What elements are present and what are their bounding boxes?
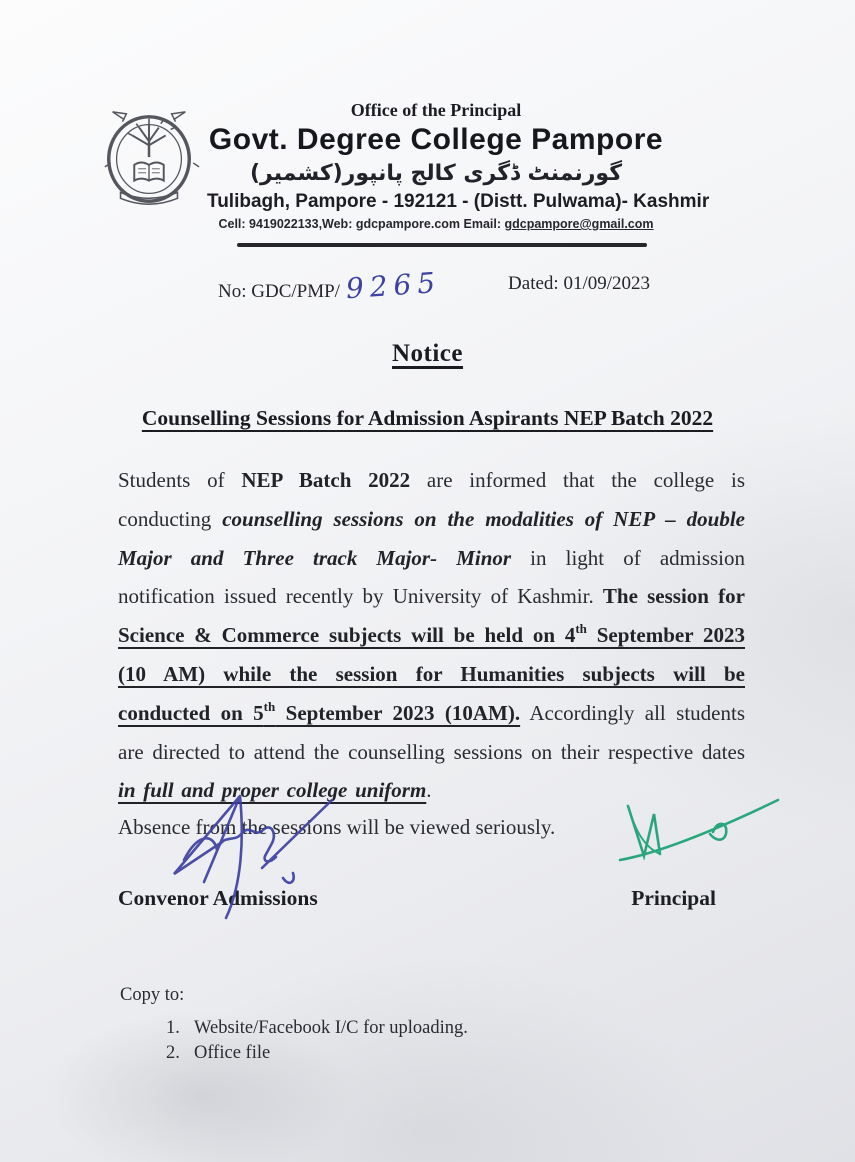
- copy-to-item: [166, 1018, 855, 1039]
- notice-title: Notice: [391, 340, 464, 367]
- body-text: Students of: [118, 468, 242, 492]
- convenor-admissions-title: Convenor Admissions: [118, 886, 318, 911]
- copy-to-item-number: 1.: [166, 1018, 180, 1039]
- copy-to-item-number: 2.: [166, 1043, 180, 1064]
- schedule-text: Science & Commerce subjects will be held on 4: [118, 623, 576, 648]
- reference-number-label: No: GDC/PMP/: [218, 281, 340, 302]
- closing-line: Absence from the sessions will be viewed seriously.: [118, 815, 556, 840]
- contact-email: gdcpampore@gmail.com: [504, 217, 654, 231]
- contact-prefix: Cell: 9419022133,Web: gdcpampore.com Email:: [218, 217, 505, 231]
- body-bold-batch: NEP Batch 2022: [241, 468, 411, 492]
- body-bold-session-for: The session for: [602, 584, 745, 609]
- copy-to-label: Copy to:: [120, 985, 185, 1006]
- letterhead: [0, 0, 855, 231]
- college-logo: [95, 100, 207, 231]
- contact-line: [207, 217, 665, 231]
- college-seal-icon: [95, 106, 203, 214]
- schedule-text: September 2023 (10 AM) while the session for Humanities subjects will be conducted on 5: [118, 623, 745, 725]
- copy-to-section: [120, 985, 855, 1064]
- college-name-urdu: گورنمنٹ ڈگری کالج پانپور(کشمیر): [249, 161, 623, 186]
- body-italic-modalities: counselling sessions on the modalities of NEP – double Major and Three track Major- Minor: [118, 506, 746, 570]
- college-name: Govt. Degree College Pampore: [208, 123, 664, 156]
- notice-subject: Counselling Sessions for Admission Aspirants NEP Batch 2022: [141, 406, 714, 430]
- notice-body-paragraph: [118, 461, 745, 810]
- signature-row: [0, 840, 855, 911]
- reference-number: [218, 265, 443, 306]
- ordinal-5th: th: [263, 698, 276, 714]
- schedule-text: September 2023 (10AM).: [275, 700, 521, 725]
- reference-row: [0, 247, 855, 304]
- letterhead-text: [207, 100, 710, 231]
- body-text: Accordingly all students are directed to attend the counselling sessions on their respective dates: [118, 700, 745, 764]
- copy-to-item: [166, 1043, 855, 1064]
- office-line: Office of the Principal: [350, 100, 522, 120]
- notice-date: Dated: 01/09/2023: [508, 273, 650, 294]
- copy-to-list: [166, 1018, 855, 1064]
- address-line: Tulibagh, Pampore - 192121 - (Distt. Pulwama)- Kashmir: [207, 191, 710, 212]
- copy-to-item-text: Website/Facebook I/C for uploading.: [194, 1018, 468, 1039]
- reference-number-handwritten: 9265: [344, 265, 443, 306]
- principal-title: Principal: [631, 886, 716, 911]
- body-text: .: [426, 778, 432, 803]
- body-underlined-uniform: in full and proper college uniform: [118, 778, 427, 803]
- ordinal-4th: th: [575, 621, 587, 637]
- copy-to-item-text: Office file: [194, 1043, 271, 1064]
- body-text: in light of admission notification issued recently by University of Kashmir.: [118, 545, 746, 609]
- body-text: are informed that the college is conducting: [118, 468, 745, 531]
